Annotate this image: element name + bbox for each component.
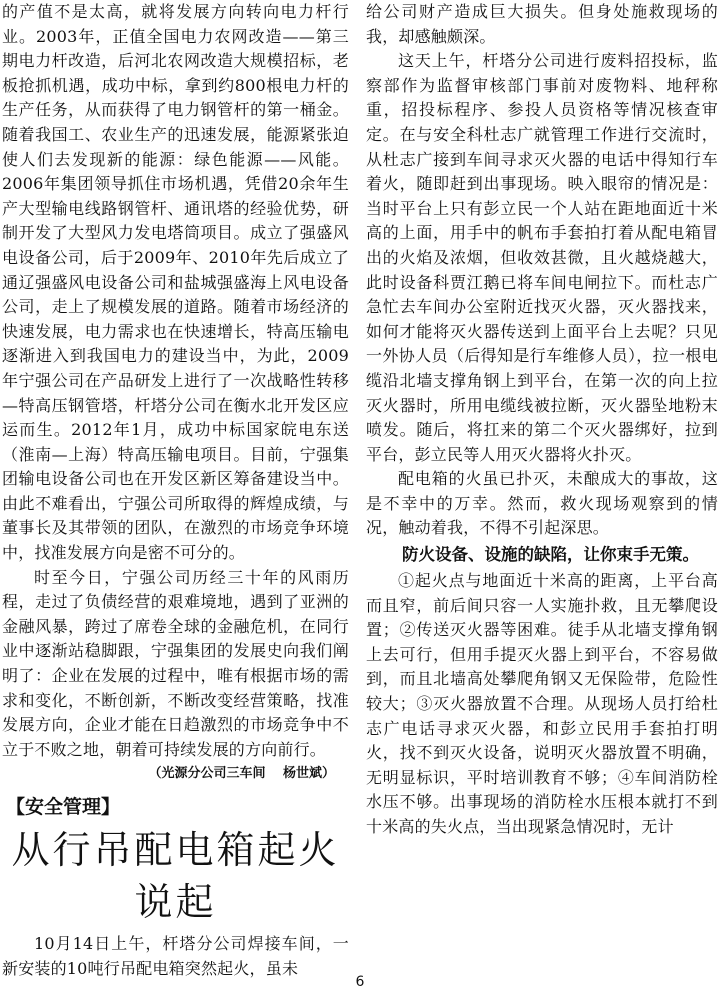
left-paragraph-3: 10月14日上午，杆塔分公司焊接车间，一新安装的10吨行吊配电箱突然起火，虽未 — [2, 934, 349, 978]
right-paragraph-1: 给公司财产造成巨大损失。但身处施救现场的我，却感触颇深。 — [366, 2, 718, 46]
left-paragraph-2: 时至今日，宁强公司历经三十年的风雨历程，走过了负债经营的艰难境地，遇到了亚洲的金融风暴，跨过了席卷全球的金融危机，在同行业中逐渐站稳脚跟，宁强集团的发展史向我们阐明了：企业在发展的过程中，唯有根据市场的需求和变化，不断创新，不断改变经营策略，找准发展方向，企业才能在日趋激烈的市场竞争中不立于不败之地，朝着可持续发展的方向前行。 — [2, 567, 349, 759]
author-signature: （光源分公司三车间 杨世斌） — [148, 766, 335, 782]
right-column — [366, 0, 718, 840]
subheading: 防火设备、设施的缺陷，让你束手无策。 — [402, 545, 699, 565]
left-paragraph-1: 的产值不是太高，就将发展方向转向电力杆行业。2003年，正值全国电力农网改造——第三期电力杆改造，后河北农网改造大规模招标，老板抢抓机遇，成功中标，拿到约800根电力杆的生产任务，从而获得了电力钢管杆的第一桶金。随着我国工、农业生产的迅速发展，能源紧张迫使人们去发现新的能源：绿色能源——风能。2006年集团领导抓住市场机遇，凭借20余年生产大型输电线路钢管杆、通讯塔的经验优势，研制开发了大型风力发电塔筒项目。成立了强盛风电设备公司，后于2009年、2010年先后成立了通辽强盛风电设备公司和盐城强盛海上风电设备公司，走上了规模发展的道路。随着市场经济的快速发展，电力需求也在快速增长，特高压输电逐渐进入到我国电力的建设当中，为此，2009年宁强公司在产品研发上进行了一次战略性转移—特高压钢管塔，杆塔分公司在衡水北开发区应运而生。2012年1月，成功中标国家皖电东送（淮南—上海）特高压输电项目。目前，宁强集团输电设备公司也在开发区新区筹备建设当中。由此不难看出，宁强公司所取得的辉煌成绩，与董事长及其带领的团队，在激烈的市场竞争环境中，找准发展方向是密不可分的。 — [2, 2, 349, 563]
page-number: 6 — [355, 974, 365, 990]
left-column — [2, 0, 349, 982]
article-title: 从行吊配电箱起火说起 — [11, 828, 340, 925]
right-paragraph-2: 这天上午，杆塔分公司进行废料招投标，监察部作为监督审核部门事前对废物料、地秤称重，招投标程序、参投人员资格等情况核查审定。在与安全科杜志广就管理工作进行交流时，从杜志广接到车间寻求灭火器的电话中得知行车着火，随即赶到出事现场。映入眼帘的情况是：当时平台上只有彭立民一个人站在距地面近十米高的上面，用手中的帆布手套拍打着从配电箱冒出的火焰及浓烟，但收效甚微，且火越烧越大，此时设备科贾江鹅已将车间电闸拉下。而杜志广急忙去车间办公室附近找灭火器，灭火器找来，如何才能将灭火器传送到上面平台上去呢？只见一外协人员（后得知是行车维修人员），拉一根电缆沿北墙支撑角钢上到平台，在第一次的向上拉灭火器时，所用电缆线被拉断，灭火器坠地粉末喷发。随后，将扛来的第二个灭火器绑好，拉到平台，彭立民等人用灭火器将火扑灭。 — [366, 51, 718, 464]
section-tag: 【安全管理】 — [6, 796, 121, 819]
right-paragraph-4: ①起火点与地面近十米高的距离，上平台高而且窄，前后间只容一人实施扑救，且无攀爬设置；②传送灭火器等困难。徒手从北墙支撑角钢上去可行，但用手提灭火器上到平台，不容易做到，而且北墙高处攀爬角钢又无保险带，危险性较大；③灭火器放置不合理。从现场人员打给杜志广电话寻求灭火器，和彭立民用手套拍打明火，找不到灭火设备，说明灭火器放置不明确，无明显标识，平时培训教育不够；④车间消防栓水压不够。出事现场的消防栓水压根本就打不到十米高的失火点，当出现紧急情况时，无计 — [366, 571, 718, 836]
right-paragraph-3: 配电箱的火虽已扑灭，未酿成大的事故，这是不幸中的万幸。然而，救火现场观察到的情况，触动着我，不得不引起深思。 — [366, 469, 718, 538]
